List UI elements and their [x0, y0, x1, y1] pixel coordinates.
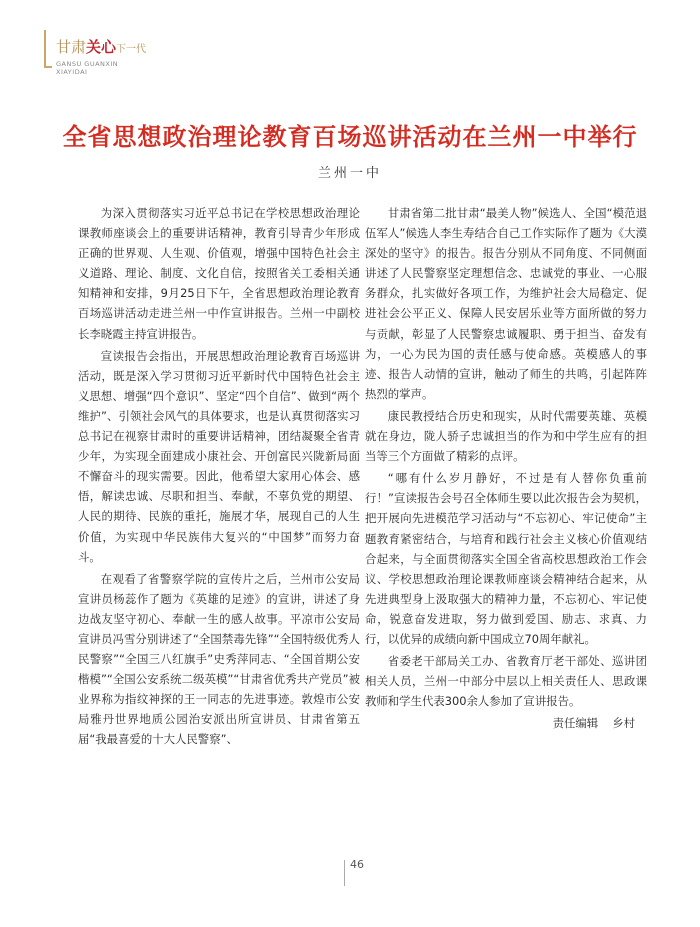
paragraph: 省委老干部局关工办、省教育厅老干部处、巡讲团相关人员，兰州一中部分中层以上相关责任人、思政课教师和学生代表300余人参加了宣讲报告。 — [365, 654, 647, 709]
article-title: 全省思想政治理论教育百场巡讲活动在兰州一中举行 — [62, 123, 638, 151]
paragraph: 康民教授结合历史和现实，从时代需要英雄、英模就在身边，陇人骄子忠诚担当的作为和中学生应有的担当等三个方面做了精彩的点评。 — [365, 408, 647, 464]
editor-credit — [365, 713, 647, 733]
page-number: 46 — [350, 858, 364, 871]
article-column-left — [78, 203, 360, 752]
editor-name: 乡村 — [612, 716, 635, 731]
page-number-divider — [344, 860, 345, 886]
paragraph: 在观看了省警察学院的宣传片之后，兰州市公安局宣讲员杨蕊作了题为《英雄的足迹》的宣讲，讲述了身边战友坚守初心、奉献一生的感人故事。平凉市公安局宣讲员冯雪分别讲述了“全国禁毒先锋”“全国特级优秀人民警察”“全国三八红旗手”史秀萍同志、“全国首期公安楷模”“全国公安系统二级英模”“甘肃省优秀共产党员”被业界称为指纹神探的王一同志的先进事迹。敦煌市公安局雅丹世界地质公园治安派出所宣讲员、甘肃省第五届“我最喜爱的十大人民警察”、 — [78, 571, 360, 747]
paragraph: “哪有什么岁月静好，不过是有人替你负重前行！”宣读报告会号召全体师生要以此次报告会为契机，把开展向先进模范学习活动与“不忘初心、牢记使命”主题教育紧密结合，与培育和践行社会主义核心价值观结合起来，与全面贯彻落实全国全省高校思想政治工作会议、学校思想政治理论课教师座谈会精神结合起来，从先进典型身上汲取强大的精神力量，不忘初心、牢记使命，锐意奋发进取，努力做到爱国、励志、求真、力行，以优异的成绩向新中国成立70周年献礼。 — [365, 471, 647, 646]
article-column-right — [365, 203, 647, 735]
logo-pinyin-line1: GANSU GUANXIN — [56, 60, 119, 68]
paragraph: 为深入贯彻落实习近平总书记在学校思想政治理论课教师座谈会上的重要讲话精神，教育引导青少年形成正确的世界观、人生观、价值观，增强中国特色社会主义道路、理论、制度、文化自信，按照省关工委相关通知精神和安排，9月25日下午，全省思想政治理论教育百场巡讲活动走进兰州一中作宣讲报告。兰州一中副校长李晓霞主持宣讲报告。 — [78, 206, 360, 341]
logo-title — [56, 36, 146, 57]
editor-label: 责任编辑 — [552, 716, 599, 731]
logo-pinyin — [56, 60, 118, 76]
paragraph: 甘肃省第二批甘肃“最美人物”候选人、全国“模范退伍军人”候选人李生寿结合自己工作实际作了题为《大漠深处的坚守》的报告。报告分别从不同角度、不同侧面讲述了人民警察坚定理想信念、忠诚党的事业、一心服务群众，扎实做好各项工作，为维护社会大局稳定、促进社会公平正义、保障人民安居乐业等方面所做的努力与贡献，彰显了人民警察忠诚履职、勇于担当、奋发有为，一心为民为国的责任感与使命感。英模感人的事迹、报告人动情的宣讲，触动了师生的共鸣，引起阵阵热烈的掌声。 — [365, 206, 647, 401]
logo-bracket-mark — [44, 30, 52, 68]
page-number-block — [320, 858, 380, 888]
magazine-logo — [44, 30, 164, 90]
logo-title-gansu: 甘肃 — [56, 38, 87, 56]
logo-pinyin-line2: XIAYIDAI — [56, 68, 88, 76]
paragraph: 宣读报告会指出，开展思想政治理论教育百场巡讲活动，既是深入学习贯彻习近平新时代中国特色社会主义思想、增强“四个意识”、坚定“四个自信”、做到“两个维护”、引领社会风气的具体要求，也是认真贯彻落实习总书记在视察甘肃时的重要讲话精神，团结凝聚全省青少年，为实现全面建成小康社会、开创富民兴陇新局面不懈奋斗的现实需要。因此，他希望大家用心体会、感悟，解读忠诚、尽职和担当、奉献，不辜负党的期望、人民的期待、民族的重托，施展才华，展现自己的人生价值，为实现中华民族伟大复兴的“中国梦”而努力奋斗。 — [78, 348, 360, 564]
logo-title-guanxin: 关心 — [86, 38, 117, 56]
article-author: 兰州一中 — [317, 166, 382, 181]
logo-title-xiayidai: 下一代 — [116, 44, 147, 55]
